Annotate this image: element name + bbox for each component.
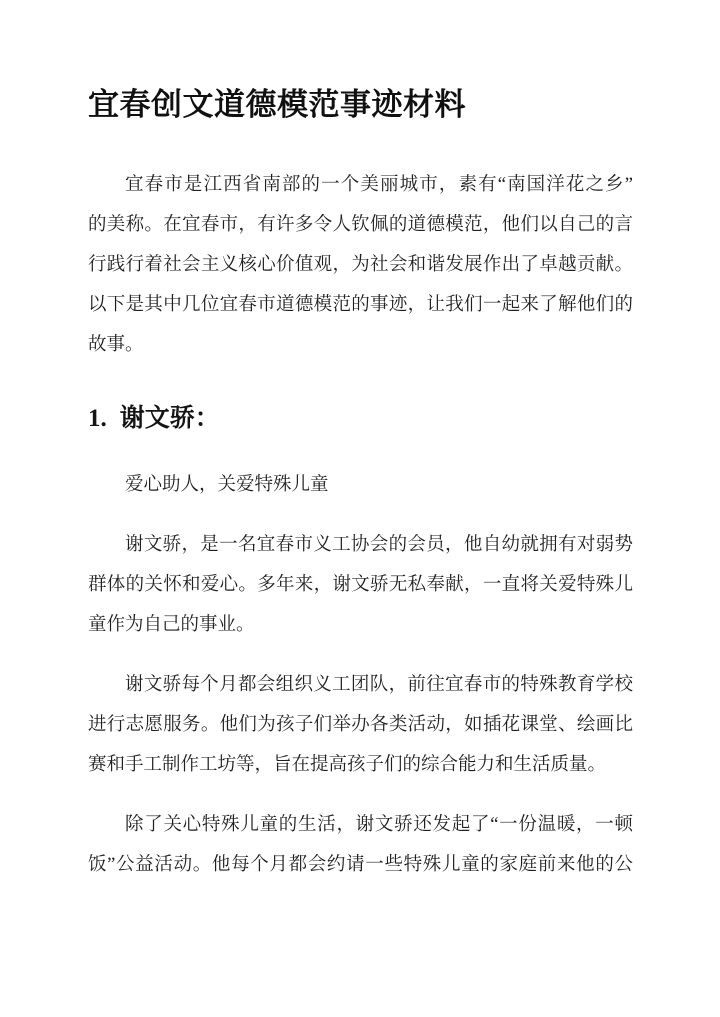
text-line: 赛和手工制作工坊等，旨在提高孩子们的综合能力和生活质量。	[88, 755, 607, 775]
text-line: 进行志愿服务。他们为孩子们举办各类活动，如插花课堂、绘画比	[88, 715, 633, 735]
intro-paragraph	[88, 165, 633, 365]
text-line: 的美称。在宜春市，有许多令人钦佩的道德模范，他们以自己的言	[88, 215, 633, 235]
text-line: 童作为自己的事业。	[88, 615, 255, 635]
section-name: 谢文骄：	[119, 405, 220, 432]
text-line: 谢文骄，是一名宜春市义工协会的会员，他自幼就拥有对弱势	[125, 535, 633, 555]
text-line: 行践行着社会主义核心价值观，为社会和谐发展作出了卓越贡献。	[88, 255, 633, 275]
section-lead-paragraph	[88, 465, 633, 505]
paragraph	[88, 805, 633, 885]
text-line: 宜春市是江西省南部的一个美丽城市，素有“南国洋花之乡”	[125, 175, 633, 195]
text-line: 故事。	[88, 335, 144, 355]
text-line: 群体的关怀和爱心。多年来，谢文骄无私奉献，一直将关爱特殊儿	[88, 575, 633, 595]
section-number: 1.	[88, 405, 107, 432]
text-line: 以下是其中几位宜春市道德模范的事迹，让我们一起来了解他们的	[88, 295, 633, 315]
document-content	[88, 85, 633, 885]
paragraph	[88, 665, 633, 785]
text-line: 饭”公益活动。他每个月都会约请一些特殊儿童的家庭前来他的公	[88, 855, 633, 875]
document-title: 宜春创文道德模范事迹材料	[88, 87, 466, 122]
paragraph	[88, 525, 633, 645]
text-line: 爱心助人，关爱特殊儿童	[125, 475, 329, 495]
text-line: 谢文骄每个月都会组织义工团队，前往宜春市的特殊教育学校	[125, 675, 633, 695]
text-line: 除了关心特殊儿童的生活，谢文骄还发起了“一份温暖，一顿	[125, 815, 633, 835]
section-heading	[88, 397, 633, 441]
